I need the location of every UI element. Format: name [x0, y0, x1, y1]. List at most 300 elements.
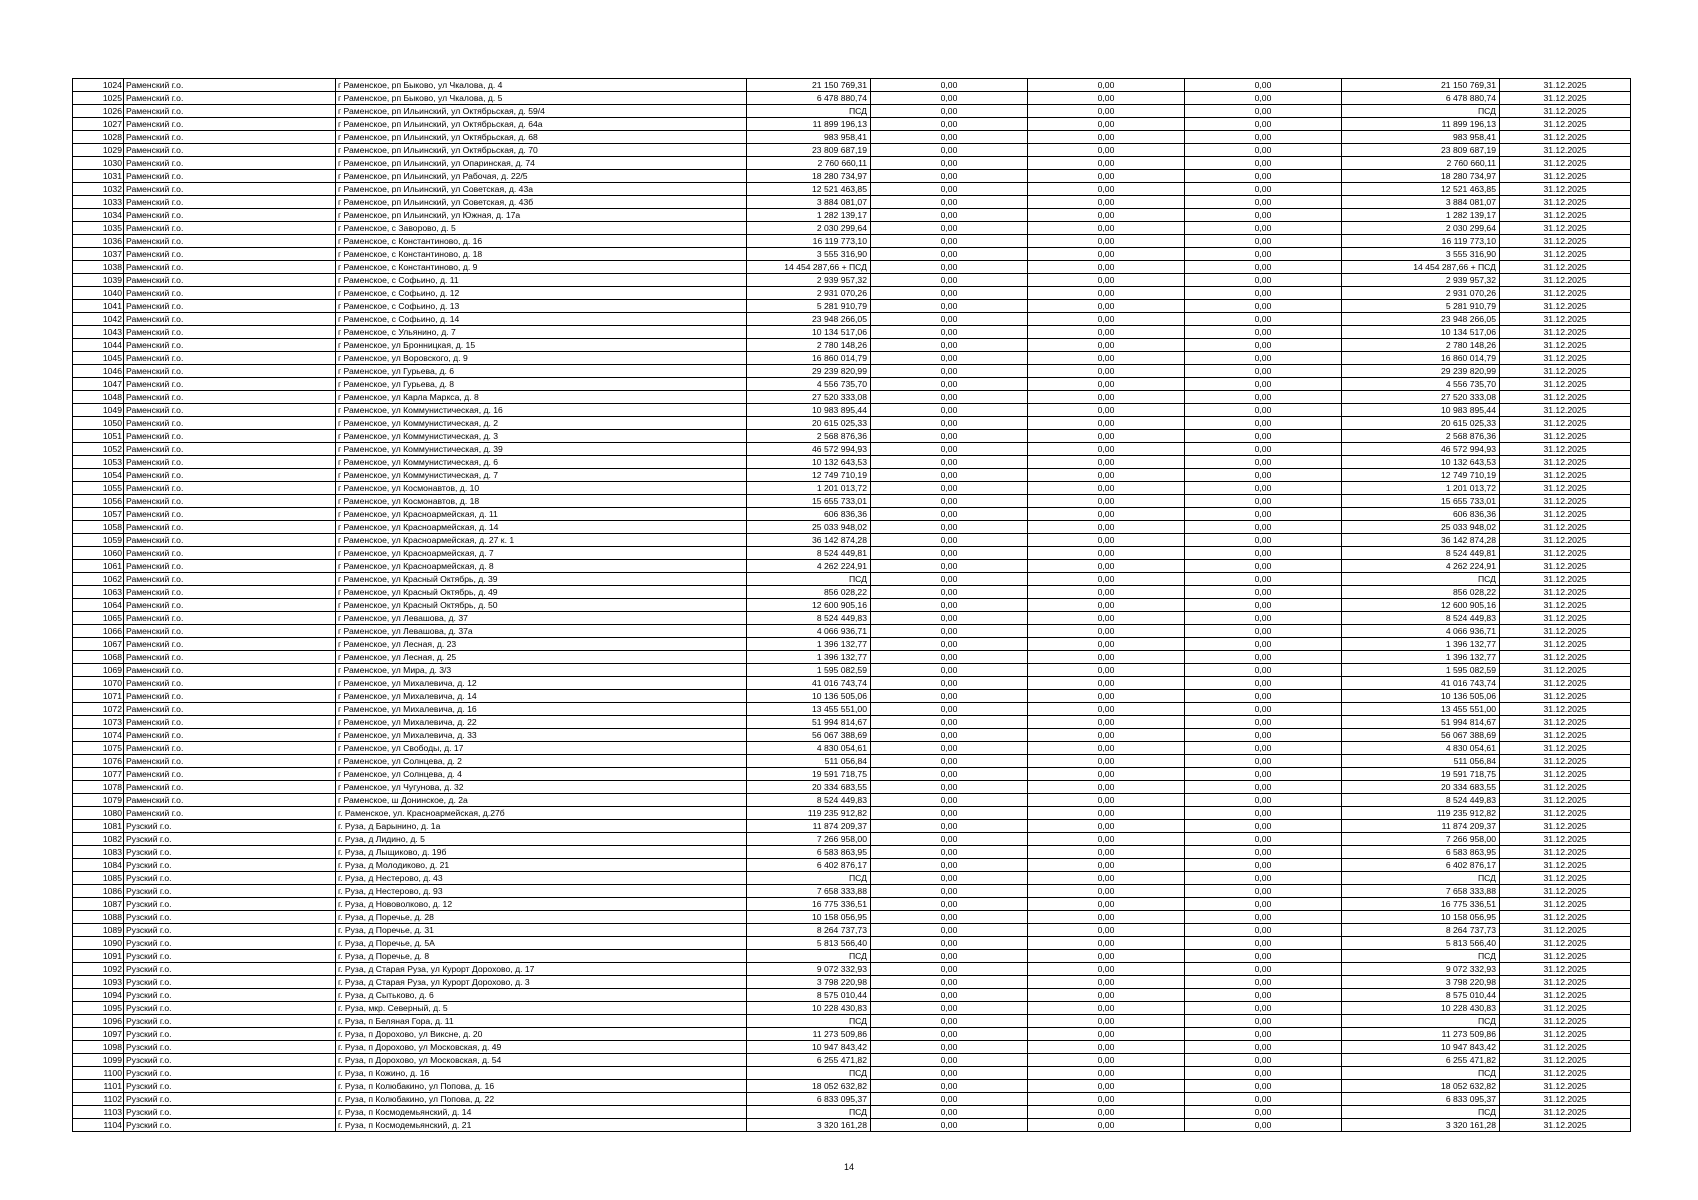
cell-date: 31.12.2025: [1500, 1119, 1631, 1132]
cell-date: 31.12.2025: [1500, 924, 1631, 937]
cell-col5: 0,00: [871, 326, 1028, 339]
cell-date: 31.12.2025: [1500, 820, 1631, 833]
cell-no: 1073: [73, 716, 124, 729]
cell-col5: 0,00: [871, 1080, 1028, 1093]
cell-col7: 0,00: [1185, 404, 1342, 417]
cell-address: г. Руза, д Поречье, д. 31: [336, 924, 747, 937]
cell-col5: 0,00: [871, 144, 1028, 157]
cell-no: 1092: [73, 963, 124, 976]
cell-amount: 4 830 054,61: [747, 742, 871, 755]
table-row: [73, 287, 1631, 300]
table-row: [73, 664, 1631, 677]
cell-address: г. Руза, п Дорохово, ул Московская, д. 49: [336, 1041, 747, 1054]
cell-municipality: Раменский г.о.: [124, 209, 336, 222]
cell-date: 31.12.2025: [1500, 950, 1631, 963]
cell-amount: 11 874 209,37: [747, 820, 871, 833]
cell-municipality: Раменский г.о.: [124, 807, 336, 820]
cell-total: 11 273 509,86: [1342, 1028, 1500, 1041]
cell-amount: 51 994 814,67: [747, 716, 871, 729]
cell-total: 29 239 820,99: [1342, 365, 1500, 378]
cell-date: 31.12.2025: [1500, 534, 1631, 547]
cell-no: 1041: [73, 300, 124, 313]
cell-date: 31.12.2025: [1500, 300, 1631, 313]
cell-col6: 0,00: [1028, 950, 1185, 963]
cell-col7: 0,00: [1185, 469, 1342, 482]
cell-no: 1086: [73, 885, 124, 898]
cell-col7: 0,00: [1185, 222, 1342, 235]
table-row: [73, 898, 1631, 911]
cell-col5: 0,00: [871, 859, 1028, 872]
cell-col6: 0,00: [1028, 534, 1185, 547]
cell-total: 4 066 936,71: [1342, 625, 1500, 638]
cell-col5: 0,00: [871, 820, 1028, 833]
table-row: [73, 638, 1631, 651]
cell-municipality: Раменский г.о.: [124, 690, 336, 703]
cell-col7: 0,00: [1185, 924, 1342, 937]
cell-col5: 0,00: [871, 794, 1028, 807]
cell-no: 1025: [73, 92, 124, 105]
cell-col6: 0,00: [1028, 924, 1185, 937]
cell-amount: 16 775 336,51: [747, 898, 871, 911]
cell-date: 31.12.2025: [1500, 157, 1631, 170]
cell-col6: 0,00: [1028, 638, 1185, 651]
cell-no: 1070: [73, 677, 124, 690]
cell-col6: 0,00: [1028, 404, 1185, 417]
cell-no: 1043: [73, 326, 124, 339]
cell-total: 8 524 449,83: [1342, 612, 1500, 625]
cell-col6: 0,00: [1028, 157, 1185, 170]
cell-col6: 0,00: [1028, 1002, 1185, 1015]
cell-amount: 12 600 905,16: [747, 599, 871, 612]
cell-total: 1 282 139,17: [1342, 209, 1500, 222]
cell-no: 1067: [73, 638, 124, 651]
cell-col5: 0,00: [871, 898, 1028, 911]
cell-amount: 9 072 332,93: [747, 963, 871, 976]
cell-amount: 20 334 683,55: [747, 781, 871, 794]
cell-no: 1034: [73, 209, 124, 222]
cell-amount: 5 281 910,79: [747, 300, 871, 313]
cell-col5: 0,00: [871, 404, 1028, 417]
cell-col5: 0,00: [871, 638, 1028, 651]
cell-total: 5 281 910,79: [1342, 300, 1500, 313]
cell-no: 1102: [73, 1093, 124, 1106]
cell-col7: 0,00: [1185, 170, 1342, 183]
cell-col6: 0,00: [1028, 599, 1185, 612]
cell-address: г. Руза, д Старая Руза, ул Курорт Дорохово, д. 3: [336, 976, 747, 989]
cell-date: 31.12.2025: [1500, 703, 1631, 716]
cell-municipality: Раменский г.о.: [124, 703, 336, 716]
table-row: [73, 144, 1631, 157]
cell-no: 1039: [73, 274, 124, 287]
cell-col7: 0,00: [1185, 820, 1342, 833]
cell-col6: 0,00: [1028, 261, 1185, 274]
cell-municipality: Рузский г.о.: [124, 937, 336, 950]
cell-date: 31.12.2025: [1500, 963, 1631, 976]
cell-no: 1061: [73, 560, 124, 573]
cell-amount: 13 455 551,00: [747, 703, 871, 716]
cell-date: 31.12.2025: [1500, 989, 1631, 1002]
cell-address: г. Руза, д Нестерово, д. 43: [336, 872, 747, 885]
cell-total: 11 899 196,13: [1342, 118, 1500, 131]
cell-amount: 23 809 687,19: [747, 144, 871, 157]
cell-amount: 11 273 509,86: [747, 1028, 871, 1041]
cell-date: 31.12.2025: [1500, 1041, 1631, 1054]
cell-col6: 0,00: [1028, 911, 1185, 924]
cell-address: г Раменское, ул Красноармейская, д. 11: [336, 508, 747, 521]
cell-col7: 0,00: [1185, 612, 1342, 625]
cell-total: 511 056,84: [1342, 755, 1500, 768]
cell-col6: 0,00: [1028, 612, 1185, 625]
cell-col7: 0,00: [1185, 326, 1342, 339]
cell-address: г Раменское, с Заворово, д. 5: [336, 222, 747, 235]
cell-no: 1076: [73, 755, 124, 768]
cell-no: 1071: [73, 690, 124, 703]
cell-municipality: Раменский г.о.: [124, 625, 336, 638]
cell-total: 606 836,36: [1342, 508, 1500, 521]
cell-col7: 0,00: [1185, 1067, 1342, 1080]
cell-no: 1065: [73, 612, 124, 625]
cell-amount: 2 760 660,11: [747, 157, 871, 170]
cell-col7: 0,00: [1185, 846, 1342, 859]
table-row: [73, 794, 1631, 807]
cell-amount: 119 235 912,82: [747, 807, 871, 820]
cell-col6: 0,00: [1028, 755, 1185, 768]
cell-date: 31.12.2025: [1500, 469, 1631, 482]
cell-no: 1027: [73, 118, 124, 131]
cell-col7: 0,00: [1185, 1015, 1342, 1028]
cell-address: г. Руза, д Лыщиково, д. 19б: [336, 846, 747, 859]
cell-total: 1 595 082,59: [1342, 664, 1500, 677]
cell-municipality: Раменский г.о.: [124, 716, 336, 729]
cell-col6: 0,00: [1028, 560, 1185, 573]
cell-amount: 1 396 132,77: [747, 651, 871, 664]
cell-date: 31.12.2025: [1500, 911, 1631, 924]
cell-no: 1098: [73, 1041, 124, 1054]
cell-total: 983 958,41: [1342, 131, 1500, 144]
cell-col7: 0,00: [1185, 105, 1342, 118]
cell-amount: 1 201 013,72: [747, 482, 871, 495]
cell-address: г Раменское, рп Ильинский, ул Южная, д. 17а: [336, 209, 747, 222]
cell-col5: 0,00: [871, 625, 1028, 638]
cell-total: 13 455 551,00: [1342, 703, 1500, 716]
table-row: [73, 521, 1631, 534]
cell-no: 1096: [73, 1015, 124, 1028]
cell-col5: 0,00: [871, 1067, 1028, 1080]
cell-municipality: Раменский г.о.: [124, 144, 336, 157]
cell-amount: 20 615 025,33: [747, 417, 871, 430]
cell-amount: ПСД: [747, 1015, 871, 1028]
cell-no: 1058: [73, 521, 124, 534]
cell-municipality: Рузский г.о.: [124, 976, 336, 989]
cell-address: г. Руза, п Космодемьянский, д. 21: [336, 1119, 747, 1132]
cell-col6: 0,00: [1028, 469, 1185, 482]
table-row: [73, 937, 1631, 950]
cell-col6: 0,00: [1028, 183, 1185, 196]
cell-total: 2 939 957,32: [1342, 274, 1500, 287]
cell-address: г Раменское, ул Коммунистическая, д. 16: [336, 404, 747, 417]
cell-total: 7 266 958,00: [1342, 833, 1500, 846]
cell-municipality: Раменский г.о.: [124, 443, 336, 456]
cell-col5: 0,00: [871, 1015, 1028, 1028]
cell-col6: 0,00: [1028, 339, 1185, 352]
cell-date: 31.12.2025: [1500, 430, 1631, 443]
cell-municipality: Рузский г.о.: [124, 885, 336, 898]
table-row: [73, 365, 1631, 378]
cell-municipality: Рузский г.о.: [124, 911, 336, 924]
cell-total: 6 583 863,95: [1342, 846, 1500, 859]
cell-date: 31.12.2025: [1500, 1028, 1631, 1041]
cell-municipality: Раменский г.о.: [124, 339, 336, 352]
cell-col7: 0,00: [1185, 1080, 1342, 1093]
cell-municipality: Раменский г.о.: [124, 729, 336, 742]
cell-date: 31.12.2025: [1500, 690, 1631, 703]
cell-date: 31.12.2025: [1500, 716, 1631, 729]
cell-total: 10 134 517,06: [1342, 326, 1500, 339]
cell-total: 56 067 388,69: [1342, 729, 1500, 742]
cell-col7: 0,00: [1185, 417, 1342, 430]
table-row: [73, 599, 1631, 612]
cell-col5: 0,00: [871, 521, 1028, 534]
cell-total: 1 396 132,77: [1342, 638, 1500, 651]
cell-total: 11 874 209,37: [1342, 820, 1500, 833]
cell-amount: 7 658 333,88: [747, 885, 871, 898]
cell-amount: 4 262 224,91: [747, 560, 871, 573]
cell-municipality: Раменский г.о.: [124, 391, 336, 404]
cell-total: 8 524 449,83: [1342, 794, 1500, 807]
cell-total: 1 201 013,72: [1342, 482, 1500, 495]
cell-col7: 0,00: [1185, 131, 1342, 144]
cell-amount: 56 067 388,69: [747, 729, 871, 742]
cell-col5: 0,00: [871, 352, 1028, 365]
cell-col5: 0,00: [871, 664, 1028, 677]
cell-col5: 0,00: [871, 482, 1028, 495]
cell-date: 31.12.2025: [1500, 729, 1631, 742]
cell-date: 31.12.2025: [1500, 170, 1631, 183]
cell-col6: 0,00: [1028, 417, 1185, 430]
cell-address: г Раменское, ул Красноармейская, д. 7: [336, 547, 747, 560]
cell-municipality: Раменский г.о.: [124, 638, 336, 651]
cell-total: ПСД: [1342, 573, 1500, 586]
cell-municipality: Раменский г.о.: [124, 547, 336, 560]
cell-col5: 0,00: [871, 157, 1028, 170]
cell-no: 1064: [73, 599, 124, 612]
cell-municipality: Раменский г.о.: [124, 222, 336, 235]
cell-total: 2 568 876,36: [1342, 430, 1500, 443]
cell-col6: 0,00: [1028, 144, 1185, 157]
table-row: [73, 677, 1631, 690]
cell-date: 31.12.2025: [1500, 586, 1631, 599]
cell-amount: 1 396 132,77: [747, 638, 871, 651]
table-row: [73, 443, 1631, 456]
cell-amount: 10 947 843,42: [747, 1041, 871, 1054]
cell-address: г Раменское, с Софьино, д. 12: [336, 287, 747, 300]
table-row: [73, 586, 1631, 599]
cell-amount: 10 132 643,53: [747, 456, 871, 469]
cell-amount: 1 282 139,17: [747, 209, 871, 222]
cell-address: г Раменское, рп Ильинский, ул Октябрьская, д. 70: [336, 144, 747, 157]
cell-date: 31.12.2025: [1500, 560, 1631, 573]
cell-col6: 0,00: [1028, 209, 1185, 222]
cell-col6: 0,00: [1028, 820, 1185, 833]
cell-address: г Раменское, ул Михалевича, д. 14: [336, 690, 747, 703]
cell-date: 31.12.2025: [1500, 209, 1631, 222]
cell-col5: 0,00: [871, 1093, 1028, 1106]
cell-municipality: Раменский г.о.: [124, 599, 336, 612]
cell-amount: 6 402 876,17: [747, 859, 871, 872]
cell-col7: 0,00: [1185, 625, 1342, 638]
cell-address: г Раменское, ул Левашова, д. 37: [336, 612, 747, 625]
cell-total: 21 150 769,31: [1342, 79, 1500, 92]
data-table: [72, 78, 1631, 1132]
cell-total: 6 478 880,74: [1342, 92, 1500, 105]
cell-amount: 1 595 082,59: [747, 664, 871, 677]
cell-address: г. Руза, д Сытьково, д. 6: [336, 989, 747, 1002]
cell-date: 31.12.2025: [1500, 313, 1631, 326]
cell-no: 1103: [73, 1106, 124, 1119]
cell-amount: 36 142 874,28: [747, 534, 871, 547]
cell-total: 16 775 336,51: [1342, 898, 1500, 911]
cell-col7: 0,00: [1185, 1041, 1342, 1054]
cell-col7: 0,00: [1185, 365, 1342, 378]
cell-address: г. Руза, п Дорохово, ул Московская, д. 54: [336, 1054, 747, 1067]
cell-total: ПСД: [1342, 1015, 1500, 1028]
cell-total: 2 780 148,26: [1342, 339, 1500, 352]
cell-col7: 0,00: [1185, 1054, 1342, 1067]
cell-municipality: Раменский г.о.: [124, 794, 336, 807]
cell-address: г Раменское, рп Ильинский, ул Октябрьская, д. 59/4: [336, 105, 747, 118]
cell-col6: 0,00: [1028, 768, 1185, 781]
cell-col6: 0,00: [1028, 495, 1185, 508]
cell-total: 2 931 070,26: [1342, 287, 1500, 300]
cell-address: г Раменское, ул Михалевича, д. 22: [336, 716, 747, 729]
cell-amount: 10 228 430,83: [747, 1002, 871, 1015]
cell-date: 31.12.2025: [1500, 404, 1631, 417]
cell-col7: 0,00: [1185, 872, 1342, 885]
cell-col6: 0,00: [1028, 794, 1185, 807]
table-row: [73, 1106, 1631, 1119]
cell-municipality: Рузский г.о.: [124, 872, 336, 885]
cell-municipality: Раменский г.о.: [124, 664, 336, 677]
cell-address: г. Руза, п Кожино, д. 16: [336, 1067, 747, 1080]
cell-col5: 0,00: [871, 755, 1028, 768]
cell-col5: 0,00: [871, 1028, 1028, 1041]
table-row: [73, 378, 1631, 391]
cell-date: 31.12.2025: [1500, 885, 1631, 898]
cell-address: г Раменское, ул Чугунова, д. 32: [336, 781, 747, 794]
cell-col7: 0,00: [1185, 781, 1342, 794]
cell-col5: 0,00: [871, 560, 1028, 573]
cell-date: 31.12.2025: [1500, 326, 1631, 339]
cell-address: г Раменское, ул Лесная, д. 23: [336, 638, 747, 651]
cell-address: г Раменское, ул Гурьева, д. 8: [336, 378, 747, 391]
table-row: [73, 92, 1631, 105]
cell-amount: ПСД: [747, 1067, 871, 1080]
cell-col6: 0,00: [1028, 79, 1185, 92]
cell-municipality: Рузский г.о.: [124, 989, 336, 1002]
cell-col7: 0,00: [1185, 586, 1342, 599]
cell-municipality: Раменский г.о.: [124, 131, 336, 144]
cell-no: 1078: [73, 781, 124, 794]
cell-no: 1068: [73, 651, 124, 664]
cell-col7: 0,00: [1185, 196, 1342, 209]
cell-col6: 0,00: [1028, 1054, 1185, 1067]
cell-col5: 0,00: [871, 417, 1028, 430]
cell-address: г. Руза, п Колюбакино, ул Попова, д. 16: [336, 1080, 747, 1093]
cell-col5: 0,00: [871, 573, 1028, 586]
cell-total: 2 030 299,64: [1342, 222, 1500, 235]
cell-col5: 0,00: [871, 989, 1028, 1002]
cell-municipality: Раменский г.о.: [124, 677, 336, 690]
cell-municipality: Раменский г.о.: [124, 534, 336, 547]
cell-total: 18 052 632,82: [1342, 1080, 1500, 1093]
cell-col7: 0,00: [1185, 482, 1342, 495]
cell-col7: 0,00: [1185, 79, 1342, 92]
cell-date: 31.12.2025: [1500, 742, 1631, 755]
cell-col7: 0,00: [1185, 248, 1342, 261]
cell-municipality: Раменский г.о.: [124, 326, 336, 339]
cell-no: 1054: [73, 469, 124, 482]
cell-no: 1037: [73, 248, 124, 261]
cell-no: 1072: [73, 703, 124, 716]
table-row: [73, 274, 1631, 287]
cell-no: 1029: [73, 144, 124, 157]
cell-address: г. Раменское, ул. Красноармейская, д.27б: [336, 807, 747, 820]
cell-col7: 0,00: [1185, 235, 1342, 248]
table-row: [73, 885, 1631, 898]
cell-col7: 0,00: [1185, 261, 1342, 274]
cell-date: 31.12.2025: [1500, 755, 1631, 768]
cell-municipality: Раменский г.о.: [124, 742, 336, 755]
cell-total: 20 334 683,55: [1342, 781, 1500, 794]
cell-date: 31.12.2025: [1500, 599, 1631, 612]
cell-date: 31.12.2025: [1500, 417, 1631, 430]
cell-amount: 4 066 936,71: [747, 625, 871, 638]
cell-total: 18 280 734,97: [1342, 170, 1500, 183]
cell-address: г Раменское, рп Ильинский, ул Советская, д. 43б: [336, 196, 747, 209]
table-row: [73, 326, 1631, 339]
cell-amount: 41 016 743,74: [747, 677, 871, 690]
cell-municipality: Раменский г.о.: [124, 573, 336, 586]
cell-date: 31.12.2025: [1500, 222, 1631, 235]
cell-amount: 27 520 333,08: [747, 391, 871, 404]
cell-col5: 0,00: [871, 534, 1028, 547]
cell-date: 31.12.2025: [1500, 937, 1631, 950]
cell-address: г Раменское, ул Красноармейская, д. 27 к. 1: [336, 534, 747, 547]
cell-municipality: Раменский г.о.: [124, 521, 336, 534]
cell-col7: 0,00: [1185, 287, 1342, 300]
cell-col6: 0,00: [1028, 625, 1185, 638]
cell-col5: 0,00: [871, 1002, 1028, 1015]
table-row: [73, 846, 1631, 859]
cell-date: 31.12.2025: [1500, 482, 1631, 495]
cell-col6: 0,00: [1028, 105, 1185, 118]
cell-amount: 16 860 014,79: [747, 352, 871, 365]
table-row: [73, 118, 1631, 131]
cell-col5: 0,00: [871, 1054, 1028, 1067]
cell-municipality: Раменский г.о.: [124, 755, 336, 768]
cell-amount: 46 572 994,93: [747, 443, 871, 456]
cell-no: 1099: [73, 1054, 124, 1067]
cell-amount: 2 931 070,26: [747, 287, 871, 300]
table-row: [73, 1041, 1631, 1054]
table-row: [73, 1002, 1631, 1015]
cell-col6: 0,00: [1028, 976, 1185, 989]
cell-total: 14 454 287,66 + ПСД: [1342, 261, 1500, 274]
cell-col6: 0,00: [1028, 456, 1185, 469]
cell-date: 31.12.2025: [1500, 976, 1631, 989]
cell-amount: 4 556 735,70: [747, 378, 871, 391]
cell-total: 856 028,22: [1342, 586, 1500, 599]
